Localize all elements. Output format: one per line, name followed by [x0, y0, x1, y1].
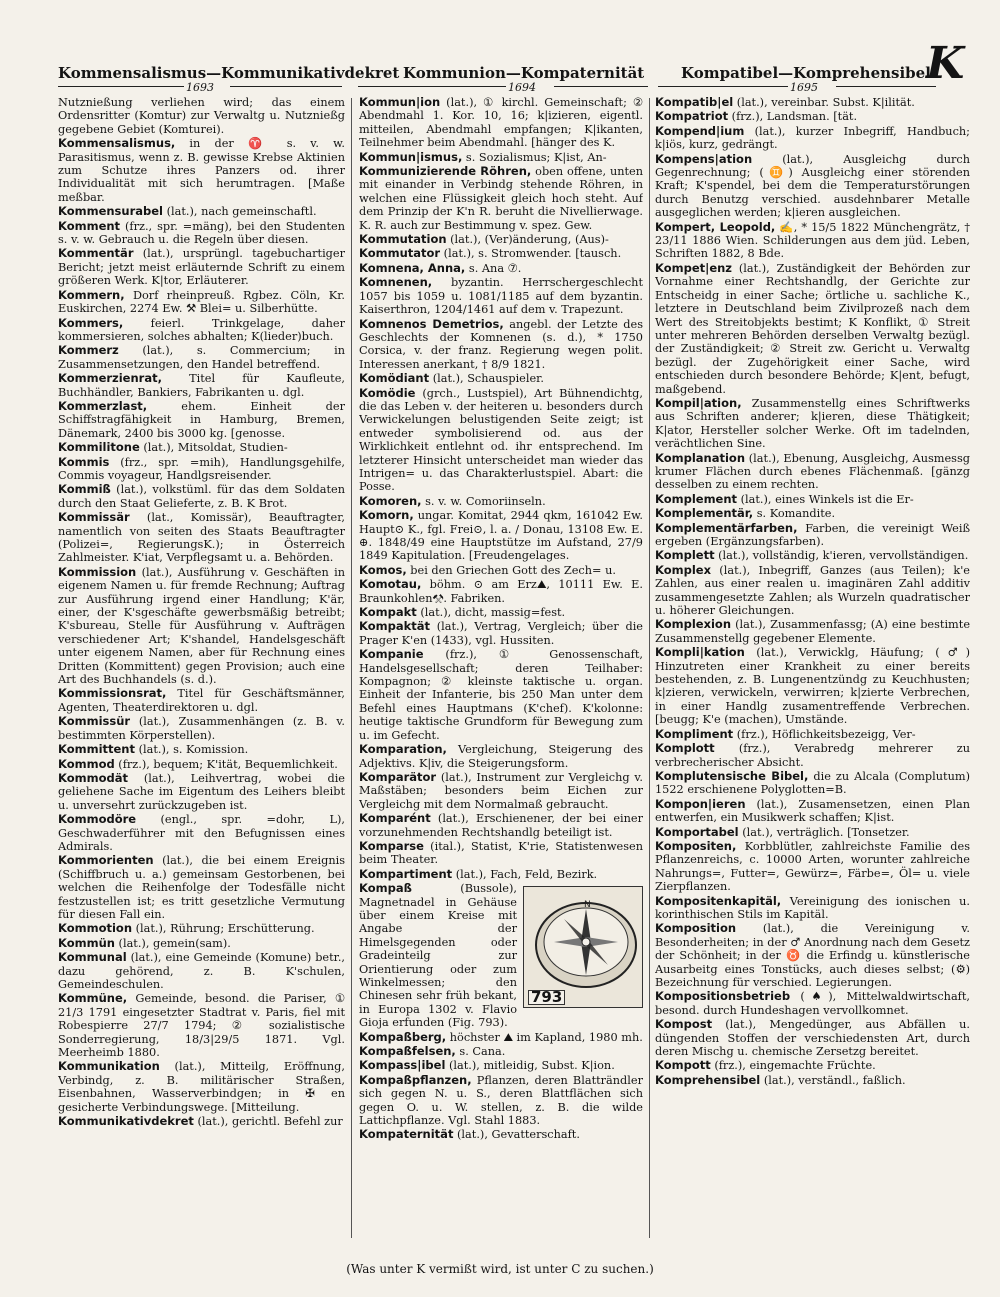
entry-headword: Komparse [359, 838, 424, 853]
entry-definition: angebl. der Letzte des Geschlechts der Komnenen (s. d.), * 1750 Corsica, v. der franz. Regierung wegen polit. Interessen anerkant, † 8/9 1821. [359, 317, 643, 371]
entry-headword: Komotau, [359, 577, 422, 592]
entry-definition: bei den Griechen Gott des Zech= u. [406, 563, 616, 577]
dictionary-entry [655, 507, 970, 520]
dictionary-entry [58, 289, 345, 316]
dictionary-entry [58, 96, 345, 136]
dictionary-entry [655, 1059, 970, 1072]
dictionary-entry [655, 826, 970, 839]
entry-headword: Kompartiment [359, 866, 453, 881]
dictionary-entry [58, 317, 345, 344]
entry-definition: (lat., Komissär), Beauftragter, namentlich von seiten des Staats Beauftragter (Polizei=, RegierungsK.); in Österreich Zahlmeister. K'iat, Verpflegsamt u. a. Behörden. [58, 511, 345, 565]
header-rule [554, 86, 648, 87]
column-left [58, 96, 345, 1241]
entry-definition: (lat.), volkstüml. für das dem Soldaten durch den Staat Gelieferte, z. B. K Brot. [58, 483, 345, 510]
header-rule [230, 86, 342, 87]
dictionary-entry [359, 606, 643, 619]
compass-figure [523, 886, 643, 1008]
entry-headword: Komment [58, 218, 121, 233]
dictionary-entry [359, 1128, 643, 1141]
entry-headword: Komplementär, [655, 506, 754, 521]
dictionary-entry [655, 618, 970, 645]
entry-headword: Komoren, [359, 493, 422, 508]
dictionary-entry [359, 495, 643, 508]
dictionary-entry [58, 1060, 345, 1114]
section-letter: K [926, 38, 965, 89]
entry-headword: Kommerzlast, [58, 398, 148, 413]
page-number-right: 1695 [790, 81, 818, 94]
entry-headword: Kompakt [359, 605, 417, 620]
entry-headword: Komportabel [655, 824, 739, 839]
entry-headword: Komos, [359, 562, 407, 577]
column-divider [649, 98, 650, 1238]
entry-headword: Kommis [58, 454, 110, 469]
entry-definition: Korbblütler, zahlreichste Familie des Pflanzenreichs, c. 10000 Arten, worunter zahlreiche Nahrungs=, Futter=, Gewürz=, Färbe=, Öl= u. viele Zierpflanzen. [655, 839, 970, 894]
entry-definition: Titel für Kaufleute, Buchhändler, Bankiers, Fabrikanten u. dgl. [58, 372, 345, 399]
dictionary-entry [359, 165, 643, 232]
entry-definition: (lat.), dicht, massig=fest. [416, 606, 566, 620]
entry-headword: Komplementärfarben, [655, 520, 798, 535]
entry-headword: Komplement [655, 491, 738, 506]
dictionary-entry [359, 262, 643, 275]
entry-definition: böhm. ⊙ am Erz⛰, 10111 Ew. E. Braunkohlen⚒. Fabriken. [359, 578, 643, 605]
entry-headword: Komplutensische Bibel, [655, 768, 809, 783]
dictionary-entry [655, 798, 970, 825]
entry-definition: s. Ana ⑦. [465, 261, 522, 275]
entry-headword: Kompil|ation, [655, 395, 742, 410]
dictionary-entry [359, 840, 643, 867]
entry-headword: Komposition [655, 921, 737, 936]
entry-headword: Komparation, [359, 742, 447, 757]
dictionary-entry [655, 397, 970, 451]
entry-definition: (lat.), Verwicklg, Häufung; (♂) Hinzutreten einer Krankheit zu einer bereits bestehenden, z. B. Lungenentzündg zu Keuchhusten; k|zieren, verwickeln, verwirren; k|zierte Verbrechen, in einer Handlg zusamentreffende Verbrechen. [beugg; K'e (machen), Umstände. [655, 646, 970, 727]
left-running-head: Kommensalismus—Kommunikativdekret [58, 64, 400, 82]
entry-definition: (frz.), Landsman. [tät. [728, 110, 858, 124]
entry-headword: Kompaß [359, 881, 412, 896]
entry-definition: (lat.), verständl., faßlich. [760, 1073, 906, 1087]
svg-text:N: N [584, 900, 591, 911]
entry-headword: Kommerzienrat, [58, 371, 162, 386]
entry-headword: Komnena, Anna, [359, 260, 466, 275]
dictionary-entry [359, 743, 643, 770]
dictionary-entry [655, 549, 970, 562]
entry-headword: Kommunal [58, 950, 127, 965]
entry-headword: Kompost [655, 1017, 713, 1032]
entry-headword: Kommissür [58, 714, 131, 729]
entry-headword: Kommod [58, 756, 115, 771]
dictionary-entry [359, 564, 643, 577]
dictionary-entry [655, 728, 970, 741]
entry-headword: Komödiant [359, 371, 430, 386]
dictionary-entry [58, 951, 345, 991]
entry-headword: Kommissionsrat, [58, 686, 167, 701]
entry-headword: Kommittent [58, 742, 135, 757]
entry-headword: Kommission [58, 564, 137, 579]
dictionary-entry [655, 564, 970, 618]
entry-definition: (lat.), (Ver)änderung, (Aus)- [446, 233, 609, 247]
entry-definition: (lat.), gemein(sam). [114, 936, 231, 950]
entry-definition: (lat.), gerichtl. Befehl zur [193, 1115, 343, 1129]
page-header [58, 58, 968, 98]
entry-headword: Komödie [359, 385, 416, 400]
entry-headword: Komparént [359, 811, 431, 826]
entry-definition: (lat.), Erschienener, der bei einer vorzunehmenden Rechtshandlg beteiligt ist. [359, 812, 643, 839]
entry-headword: Kommunizierende Röhren, [359, 164, 532, 179]
entry-headword: Komplexion [655, 617, 732, 632]
entry-definition: (lat.), Ebenung, Ausgleichg, Ausmessg krumer Flächen durch ebenes Flächenmaß. [gänzg desselben zu einem rechten. [655, 451, 970, 492]
column-divider [351, 98, 352, 1238]
dictionary-entry [655, 1074, 970, 1087]
dictionary-entry [655, 522, 970, 549]
dictionary-entry [359, 771, 643, 811]
dictionary-entry [58, 205, 345, 218]
entry-definition: (lat.), Zusammenhängen (z. B. v. bestimmten Körperstellen). [58, 715, 345, 742]
entry-definition: s. Komandite. [753, 507, 836, 521]
entry-definition: Zusammenstellg eines Schriftwerks aus Schriften anderer; k|ieren, diese Thätigkeit; K|ator, Hersteller solcher Werke. Oft im tadelnden, verächtlichen Sine. [655, 396, 970, 451]
entry-definition: Pflanzen, deren Blatträndler sich gegen N. u. S., deren Blattflächen sich gegen O. u. W. stellen, z. B. die wilde Lattichpflanze. Vgl. Stahl 1883. [359, 1073, 643, 1128]
entry-headword: Kompens|ation [655, 151, 753, 166]
entry-headword: Kommilitone [58, 440, 140, 455]
dictionary-entry [655, 262, 970, 396]
entry-headword: Kompaßberg, [359, 1029, 447, 1044]
dictionary-entry [359, 812, 643, 839]
entry-headword: Komparätor [359, 769, 437, 784]
entry-definition: (lat.), Ausführung v. Geschäften in eigenem Namen u. für fremde Rechnung; Auftrag zur Ausführung irgend einer Handlung; K'är, einer, der K'sgeschäfte gewerbsmäßig betreibt; K'sbureau, Stelle für Ausführung v. Aufträgen verschiedener Art; K'shandel, Handelsgeschäft unter eigenem Namen, aber für Rechnung eines Dritten (Kommittent) gegen Provision; auch eine Art des Buchhandels (s. d.). [58, 565, 345, 687]
dictionary-entry [359, 648, 643, 742]
entry-definition: (lat.), s. Commercium; in Zusammensetzungen, den Handel betreffend. [58, 344, 345, 371]
dictionary-entry [58, 511, 345, 565]
entry-definition: höchster ⛰ im Kapland, 1980 mh. [446, 1030, 643, 1044]
entry-definition: (lat.), Schauspieler. [429, 372, 544, 386]
dictionary-entry [359, 318, 643, 372]
entry-definition: s. v. w. Comoriinseln. [421, 494, 546, 508]
entry-headword: Kompaternität [359, 1127, 454, 1142]
entry-definition: Vergleichung, Steigerung des Adjektivs. K|iv, die Steigerungsform. [359, 743, 643, 770]
entry-headword: Kommerz [58, 343, 119, 358]
dictionary-entry [58, 483, 345, 510]
entry-definition: (lat.), ① kirchl. Gemeinschaft; ② Abendmahl 1. Kor. 10, 16; k|izieren, eigentl. mitteilen, Abendmahl empfangen; K|ikanten, Teilnehmer beim Abendmahl. [hänger des K. [359, 96, 643, 150]
entry-headword: Kompet|enz [655, 260, 733, 275]
entry-definition: (lat.), eine Gemeinde (Komune) betr., dazu gehörend, z. B. K'schulen, Gemeindeschulen. [58, 951, 345, 991]
entry-definition: (lat.), nach gemeinschaftl. [163, 205, 317, 219]
entry-definition: (grch., Lustspiel), Art Bühnendichtg, die das Leben v. der heiteren u. besonders durch Verwickelungen belustigenden Seite zeigt; ist entweder symbolisierend od. aus der Wirklichkeit entlehnt od. ihr entsprechend. Im letzterer Hinsicht unterscheidet man wieder das Intrigen= u. das Charakterlustspiel. Abart: die Posse. [359, 386, 643, 494]
entry-definition: (Bussole), Magnetnadel in Gehäuse über einem Kreise mit Angabe der Himelsgegenden oder Gradeinteilg zur Orientierung oder zum Winkelmessen; den Chinesen sehr früh bekant, in Europa 1302 v. Flavio Gioja erfunden (Fig. 793). [359, 882, 517, 1030]
dictionary-entry [359, 1059, 643, 1072]
dictionary-entry [58, 715, 345, 742]
entry-definition: (lat.), Rührung; Erschütterung. [132, 922, 315, 936]
entry-headword: Kommissär [58, 510, 130, 525]
dictionary-entry [58, 937, 345, 950]
entry-headword: Kommentär [58, 246, 134, 261]
entry-definition: (frz.), ① Genossenschaft, Handelsgesellschaft; deren Teilhaber: Kompagnon; ② kleinste taktische u. organ. Einheit der Infanterie, bis 250 Man unter dem Befehl eines Hauptmans (K'chef). K'kolonne: heutige taktische Grundform für Bewegung zum u. im Gefecht. [359, 648, 643, 742]
entry-definition: (lat.), die Vereinigung v. Besonderheiten; in der ♂ Anordnung nach dem Gesetz der Schönheit; in der ♉ die Erfindg u. künstlerische Ausarbeitg eines Tonstücks, auch dieses selbst; (⚙) Bezeichnung für verschied. Legierungen. [655, 922, 970, 989]
entry-headword: Kommüne, [58, 991, 128, 1006]
entry-definition: (frz., spr. =mäng), bei den Studenten s. v. w. Gebrauch u. die Regeln über diesen. [58, 219, 345, 247]
entry-definition: oben offene, unten mit einander in Verbindg stehende Röhren, in welchen eine Flüssigkeit gleich hoch steht. Auf dem Prinzip der K'n R. beruht die Nivellierwage. K. R. auch zur Bestimmung v. spez. Gew. [359, 165, 643, 232]
right-running-head: Kompatibel—Komprehensibel [681, 64, 931, 82]
entry-definition: (♠), Mittelwaldwirtschaft, besond. durch Hundeshagen vervollkomnet. [655, 990, 970, 1017]
entry-definition: (lat.), Zusammenfassg; (A) eine bestimte Zusammenstellg gegebener Elemente. [655, 618, 970, 645]
dictionary-entry [58, 1115, 345, 1128]
dictionary-entry [655, 452, 970, 492]
entry-definition: ehem. Einheit der Schiffstragfähigkeit in Hamburg, Bremen, Dänemark, 2400 bis 3000 kg. [genosse. [58, 399, 345, 440]
entry-definition: ungar. Komitat, 2944 qkm, 161042 Ew. Haupt⊙ K., fgl. Frei⊙, l. a. / Donau, 13108 Ew. E. ⊕. 1848/49 eine Hauptstütze im Aufstand, 27/9 1849 Kapitulation. [Freudengelages. [359, 509, 643, 563]
dictionary-entry [58, 743, 345, 756]
entry-definition: (lat.), Fach, Feld, Bezirk. [452, 867, 598, 881]
entry-headword: Kompliment [655, 726, 734, 741]
entry-definition: (lat.), vereinbar. Subst. K|ilität. [733, 96, 915, 109]
entry-headword: Kompaktät [359, 619, 430, 634]
dictionary-entry [655, 153, 970, 220]
entry-headword: Kommotion [58, 921, 133, 936]
dictionary-entry [58, 758, 345, 771]
dictionary-entry [655, 895, 970, 922]
entry-definition: (lat.), kurzer Inbegriff, Handbuch; k|iös, kurz, gedrängt. [655, 124, 970, 152]
entry-definition: s. Cana. [455, 1045, 506, 1059]
entry-headword: Kommün [58, 935, 115, 950]
dictionary-entry [58, 441, 345, 454]
header-rule [358, 86, 506, 87]
entry-headword: Kompaßpflanzen, [359, 1072, 472, 1087]
entry-headword: Kompaßfelsen, [359, 1044, 456, 1059]
dictionary-entry [655, 110, 970, 123]
entry-headword: Kompon|ieren [655, 796, 746, 811]
entry-headword: Komplett [655, 548, 715, 563]
entry-definition: Nutznießung verliehen wird; das einem Ordensritter (Komtur) zur Verwaltg u. Nutznießg gegebene Gebiet (Komturei). [58, 96, 345, 136]
entry-definition: (lat.), mitleidig, Subst. K|ion. [445, 1059, 615, 1073]
dictionary-entry [359, 151, 643, 164]
column-right [655, 96, 970, 1241]
entry-definition: (lat.), Gevatterschaft. [453, 1128, 580, 1142]
entry-headword: Kommensalismus, [58, 136, 176, 151]
entry-headword: Kommers, [58, 315, 124, 330]
entry-headword: Komplanation [655, 450, 746, 465]
dictionary-entry [655, 96, 970, 109]
entry-headword: Kompositionsbetrieb [655, 989, 791, 1004]
dictionary-entry [58, 687, 345, 714]
dictionary-entry [58, 922, 345, 935]
dictionary-entry [655, 990, 970, 1017]
entry-definition: (lat.), Zuständigkeit der Behörden zur Vornahme einer Rechtshandlg, der Gerichte zur Entscheidg in einer Sache; örtliche u. sachliche K., letztere in Deutschland beim Zivilprozeß nach dem Wert des Streitobjekts bestimt; K Konflikt, ① Streit unter mehreren Behörden derselben Verwaltg bezügl. der Zuständigkeit; ② Streit zw. Gericht u. Verwaltg bezügl. der Zugehörigkeit einer Sache, wird entschieden durch besondere Behörde; K|ent, befugt, maßgebend. [655, 261, 970, 396]
entry-definition: Farben, die vereinigt Weiß ergeben (Ergänzungsfarben). [655, 521, 970, 548]
dictionary-entry [655, 646, 970, 726]
entry-definition: (lat.), Zusamensetzen, einen Plan entwerfen, ein Musikwerk schaffen; K|ist. [655, 797, 970, 825]
dictionary-entry [655, 493, 970, 506]
entry-headword: Kommensurabel [58, 204, 163, 219]
entry-definition: (frz.), Verabredg mehrerer zu verbrecherischer Absicht. [655, 742, 970, 769]
dictionary-entry [58, 220, 345, 247]
dictionary-entry [58, 372, 345, 399]
entry-headword: Kompass|ibel [359, 1058, 446, 1073]
dictionary-entry [359, 509, 643, 563]
dictionary-entry [359, 247, 643, 260]
entry-headword: Kompatriot [655, 109, 729, 124]
entry-headword: Kompert, Leopold, [655, 219, 776, 234]
dictionary-entry [359, 387, 643, 494]
dictionary-entry [359, 868, 643, 881]
dictionary-entry [58, 992, 345, 1059]
entry-definition: Gemeinde, besond. die Pariser, ① 21/3 1791 eingesetzter Stadtrat v. Paris, fiel mit Robespierre 27/7 1794; ② sozialistische Sonderregierung, 18/3|29/5 1871. Vgl. Meerheimb 1880. [58, 992, 345, 1060]
dictionary-entry [655, 922, 970, 989]
entry-definition: (lat.), Ausgleichg durch Gegenrechnung; (♊) Ausgleichg einer störenden Kraft; K'spendel, bei dem die Temperaturstörungen durch Benutzg verschied. ausdehnbarer Metalle ausgeglichen werden; k|ieren ausgleichen. [655, 152, 970, 220]
entry-definition: (lat.), Instrument zur Vergleichg v. Maßstäben; besonders beim Eichen zur Vergleichg mit dem Normalmaß gebraucht. [359, 770, 643, 811]
entry-definition: ✍, * 15/5 1822 Münchengrätz, † 23/11 1886 Wien. Schilderungen aus dem jüd. Leben, Schriften 1882, 8 Bde. [655, 220, 970, 261]
entry-definition: (engl., spr. =dohr, L), Geschwaderführer mit den Befugnissen eines Admirals. [58, 813, 345, 853]
entry-definition: in der ♈ s. v. w. Parasitismus, wenn z. B. gewisse Krebse Aktinien zum Schutze ihres Panzers od. ihrer Individualität mit sich herumtragen. [Maße meßbar. [58, 137, 345, 204]
entry-headword: Kompend|ium [655, 123, 745, 138]
dictionary-entry [58, 400, 345, 440]
header-rule [836, 86, 936, 87]
dictionary-entry [58, 456, 345, 483]
dictionary-entry [655, 742, 970, 769]
dictionary-entry [359, 578, 643, 605]
dictionary-entry [655, 221, 970, 261]
entry-headword: Kompositenkapitäl, [655, 893, 782, 908]
entry-definition: (lat.), eines Winkels ist die Er- [737, 492, 914, 506]
middle-running-head: Kommunion—Kompaternität [403, 64, 645, 82]
page-number-middle: 1694 [508, 81, 536, 94]
dictionary-entry [58, 247, 345, 287]
dictionary-entry [58, 344, 345, 371]
entry-headword: Kompatib|el [655, 96, 734, 109]
entry-headword: Kommutator [359, 246, 441, 261]
entry-definition: (ital.), Statist, K'rie, Statistenwesen beim Theater. [359, 839, 643, 867]
entry-definition: Vereinigung des ionischen u. korinthischen Stils im Kapitäl. [655, 894, 970, 921]
entry-headword: Kommun|ismus, [359, 149, 463, 164]
column-middle [359, 96, 643, 1241]
entry-definition: (lat.), vollständig, k'ieren, vervollständigen. [714, 549, 969, 563]
dictionary-entry [359, 276, 643, 316]
entry-headword: Kompositen, [655, 838, 737, 853]
entry-headword: Komplott [655, 741, 715, 756]
entry-definition: (frz., spr. =mih), Handlungsgehilfe, Commis voyageur, Handlgsreisender. [58, 455, 345, 482]
dictionary-entry [655, 125, 970, 152]
entry-headword: Komnenos Demetrios, [359, 316, 504, 331]
entry-definition: (lat.), Mengedünger, aus Abfällen u. düngenden Stoffen der verschiedensten Art, durch deren Mischg u. chemische Zersetzg bereitet. [655, 1018, 970, 1059]
entry-headword: Kommodät [58, 770, 128, 785]
entry-headword: Komorn, [359, 508, 414, 523]
entry-definition: (lat.), verträglich. [Tonsetzer. [738, 825, 910, 839]
header-rule [658, 86, 788, 87]
entry-definition: die zu Alcala (Complutum) 1522 erschienene Polyglotten=B. [655, 769, 970, 797]
entry-headword: Komnenen, [359, 275, 433, 290]
dictionary-entry [58, 772, 345, 812]
dictionary-entry [655, 1018, 970, 1058]
entry-headword: Kompott [655, 1058, 711, 1073]
dictionary-entry [359, 233, 643, 246]
entry-headword: Kommern, [58, 287, 125, 302]
header-rule [58, 86, 184, 87]
page-number-left: 1693 [186, 81, 214, 94]
entry-definition: s. Sozialismus; K|ist, An- [462, 150, 607, 164]
entry-headword: Kommunikation [58, 1059, 160, 1074]
dictionary-entry [58, 137, 345, 204]
entry-definition: byzantin. Herrschergeschlecht 1057 bis 1059 u. 1081/1185 auf dem byzantin. Kaiserthron, 1204/1461 auf dem v. Trapezunt. [359, 276, 643, 317]
dictionary-entry [359, 620, 643, 647]
entry-definition: (lat.), die bei einem Ereignis (Schiffbruch u. a.) gemeinsam Gestorbenen, bei welchen die Reihenfolge der Todesfälle nicht festzustellen ist; es tritt gesetzliche Vermutung für diesen Fall ein. [58, 854, 345, 921]
dictionary-entry [359, 372, 643, 385]
dictionary-entry [359, 96, 643, 150]
dictionary-entry [359, 1031, 643, 1044]
entry-headword: Kommunikativdekret [58, 1114, 194, 1129]
entry-definition: (lat.), s. Stromwender. [tausch. [440, 247, 622, 261]
entry-headword: Komprehensibel [655, 1072, 761, 1087]
entry-headword: Kommodöre [58, 812, 137, 827]
dictionary-entry [58, 566, 345, 687]
dictionary-entry [359, 1074, 643, 1128]
dictionary-entry [655, 770, 970, 797]
entry-headword: Kompli|kation [655, 645, 745, 660]
entry-headword: Kommutation [359, 232, 447, 247]
entry-headword: Kommiß [58, 482, 111, 497]
entry-definition: (lat.), Leihvertrag, wobei die geliehene Sache im Eigentum des Leihers bleibt u. unversehrt zurückzugeben ist. [58, 771, 345, 812]
entry-headword: Kompanie [359, 647, 424, 662]
entry-definition: Titel für Geschäftsmänner, Agenten, Theaterdirektoren u. dgl. [58, 687, 345, 714]
dictionary-entry [58, 854, 345, 921]
dictionary-entry [359, 1045, 643, 1058]
dictionary-entry [58, 813, 345, 853]
entry-definition: (lat.), s. Komission. [135, 743, 249, 757]
figure-number: 793 [528, 990, 565, 1005]
entry-definition: (lat.), Inbegriff, Ganzes (aus Teilen); k'e Zahlen, aus einer realen u. imaginären Zahl additiv zusammengesetzte Zahlen; als Wurzeln quadratischer u. höherer Gleichungen. [655, 563, 970, 618]
entry-definition: (frz.), bequem; K'ität, Bequemlichkeit. [114, 757, 338, 771]
entry-headword: Komplex [655, 562, 711, 577]
entry-headword: Kommorienten [58, 853, 154, 868]
dictionary-entry [655, 840, 970, 894]
entry-definition: (lat.), Mitteilg, Eröffnung, Verbindg, z. B. militärischer Straßen, Eisenbahnen, Wasserverbindgen; in ✠ en gesicherte Verbindungswege. [Mitteilung. [58, 1060, 345, 1114]
page-footer-note: (Was unter K vermißt wird, ist unter C zu suchen.) [346, 1262, 654, 1276]
entry-definition: feierl. Trinkgelage, daher kommersieren, solches abhalten; K(lieder)buch. [58, 316, 345, 343]
entry-definition: (lat.), Vertrag, Vergleich; über die Prager K'en (1433), vgl. Hussiten. [359, 620, 643, 647]
entry-definition: (lat.), Mitsoldat, Studien- [139, 441, 288, 455]
entry-definition: Dorf rheinpreuß. Rgbez. Cöln, Kr. Euskirchen, 2274 Ew. ⚒ Blei= u. Silberhütte. [58, 288, 345, 316]
entry-definition: (lat.), ursprüngl. tagebuchartiger Bericht; jetzt meist erläuternde Schrift zu einem größeren Werk. K|tor, Erläuterer. [58, 247, 345, 288]
entry-headword: Kommun|ion [359, 96, 441, 109]
entry-definition: (frz.), eingemachte Früchte. [710, 1059, 876, 1073]
entry-definition: (frz.), Höflichkeitsbezeigg, Ver- [733, 727, 916, 741]
